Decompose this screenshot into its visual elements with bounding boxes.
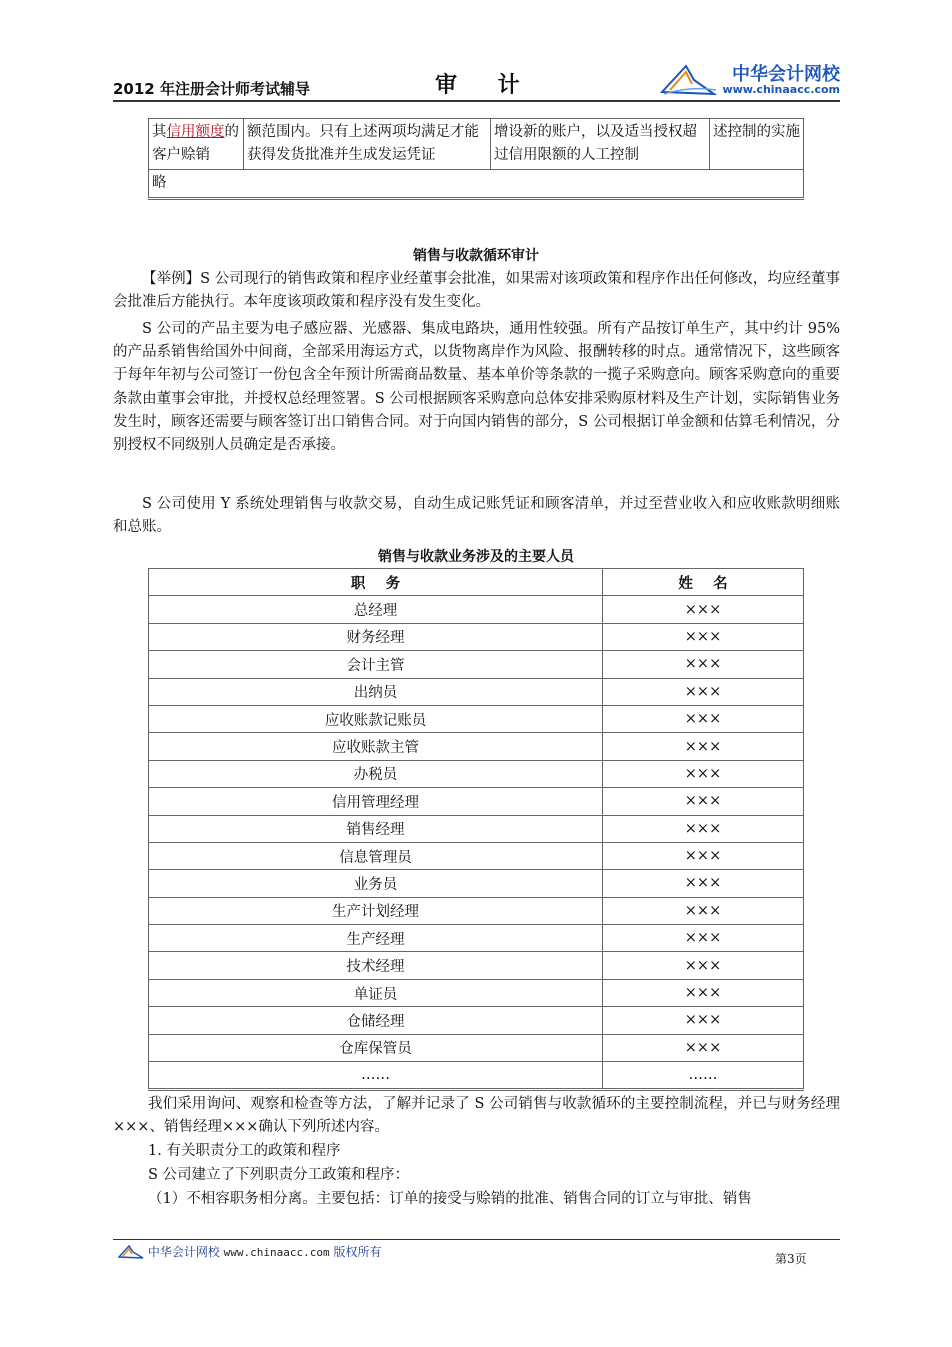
position-cell: 技术经理 [149,952,603,979]
table-row [149,979,804,1006]
table-row [149,733,804,760]
name-cell: ××× [603,623,804,650]
table-row [149,1062,804,1090]
paragraph-system: S 公司使用 Y 系统处理销售与收款交易，自动生成记账凭证和顾客清单，并过至营业收入和应收账款明细账和总账。 [113,496,840,536]
logo-url: www.chinaacc.com [722,83,840,96]
fragment-cell: 额范围内。只有上述两项均满足才能获得发货批准并生成发运凭证 [244,119,491,170]
page-header [113,52,840,98]
name-cell: ××× [603,596,804,623]
position-cell: 总经理 [149,596,603,623]
header-subject: 审 计 [435,73,522,98]
name-cell: ××× [603,815,804,842]
fragment-note: 略 [149,170,804,199]
table-row [149,170,804,199]
paragraph-duties-1: （1）不相容职务相分离。主要包括：订单的接受与赊销的批准、销售合同的订立与审批、销售 [148,1191,752,1207]
name-cell: …… [603,1062,804,1090]
position-cell: 仓储经理 [149,1007,603,1034]
chinaacc-logo[interactable] [660,58,840,98]
name-cell: ××× [603,678,804,705]
paragraph-products: S 公司的产品主要为电子感应器、光感器、集成电路块，通用性较强。所有产品按订单生产，其中约计 95%的产品系销售给国外中间商，全部采用海运方式，以货物离岸作为风险、报酬转移的时点。通常情况下，这些顾客于每年年初与公司签订一份包含全年预计所需商品数量、基本单价等条款的一揽子采购意向。顾客采购意向的重要条款由董事会审批，并授权总经理签署。S 公司根据顾客采购意向总体安排采购原材料及生产计划，实际销售业务发生时，顾客还需要与顾客签订出口销售合同。对于向国内销售的部分，S 公司根据订单金额和估算毛利情况，分别授权不同级别人员确定是否承接。 [113,321,840,454]
table-row [149,119,804,170]
table-row [149,1034,804,1061]
position-cell: 会计主管 [149,651,603,678]
table-row [149,788,804,815]
table-row [149,870,804,897]
table-row [149,925,804,952]
name-cell: ××× [603,760,804,787]
chinaacc-logo-icon [118,1243,144,1259]
position-cell: 应收账款主管 [149,733,603,760]
table-row [149,1007,804,1034]
logo-text: 中华会计网校 [732,64,840,85]
name-cell: ××× [603,925,804,952]
position-cell: 应收账款记账员 [149,705,603,732]
name-cell: ××× [603,870,804,897]
paragraph-duties-intro: S 公司建立了下列职责分工政策和程序： [148,1167,410,1183]
position-cell: 单证员 [149,979,603,1006]
name-cell: ××× [603,952,804,979]
table-row [149,651,804,678]
footer-brand [118,1243,381,1260]
table-row [149,705,804,732]
table-row [149,897,804,924]
footer-divider [113,1239,840,1240]
column-header-name: 姓 名 [603,569,804,596]
footer-brand-text: 中华会计网校 [147,1245,220,1259]
position-cell: 仓库保管员 [149,1034,603,1061]
table-row [149,815,804,842]
name-cell: ××× [603,788,804,815]
name-cell: ××× [603,733,804,760]
staff-table [148,568,804,1091]
position-cell: …… [149,1062,603,1090]
position-cell: 信用管理经理 [149,788,603,815]
table-row [149,678,804,705]
header-course-title: 2012 年注册会计师考试辅导 [113,80,310,98]
name-cell: ××× [603,842,804,869]
position-cell: 财务经理 [149,623,603,650]
table-row [149,596,804,623]
name-cell: ××× [603,897,804,924]
chinaacc-logo-icon [660,60,718,96]
table-row [149,760,804,787]
table-row [149,842,804,869]
position-cell: 销售经理 [149,815,603,842]
position-cell: 办税员 [149,760,603,787]
name-cell: ××× [603,1034,804,1061]
credit-limit-link[interactable]: 信用额度 [166,124,225,140]
column-header-position: 职 务 [149,569,603,596]
fragment-cell: 其信用额度的客户赊销 [149,119,244,170]
paragraph-example: 【举例】S 公司现行的销售政策和程序业经董事会批准，如果需对该项政策和程序作出任何修改，均应经董事会批准后方能执行。本年度该项政策和程序没有发生变化。 [113,271,840,311]
staff-table-title: 销售与收款业务涉及的主要人员 [378,549,574,565]
table-row [149,952,804,979]
section-title: 销售与收款循环审计 [413,248,539,264]
name-cell: ××× [603,651,804,678]
paragraph-method: 我们采用询问、观察和检查等方法，了解并记录了 S 公司销售与收款循环的主要控制流程，并已与财务经理×××、销售经理×××确认下列所述内容。 [113,1096,840,1136]
name-cell: ××× [603,1007,804,1034]
position-cell: 生产经理 [149,925,603,952]
name-cell: ××× [603,979,804,1006]
footer-url[interactable]: www.chinaacc.com [223,1246,330,1259]
name-cell: ××× [603,705,804,732]
heading-duties: 1. 有关职责分工的政策和程序 [148,1143,341,1159]
position-cell: 生产计划经理 [149,897,603,924]
fragment-cell: 述控制的实施 [710,119,804,170]
fragment-table [148,118,804,200]
table-row [149,623,804,650]
position-cell: 信息管理员 [149,842,603,869]
page-number: 第3页 [775,1252,807,1266]
position-cell: 业务员 [149,870,603,897]
table-header-row [149,569,804,596]
footer-rights: 版权所有 [333,1245,382,1259]
fragment-cell: 增设新的账户，以及适当授权超过信用限额的人工控制 [491,119,710,170]
header-divider [113,100,840,102]
position-cell: 出纳员 [149,678,603,705]
